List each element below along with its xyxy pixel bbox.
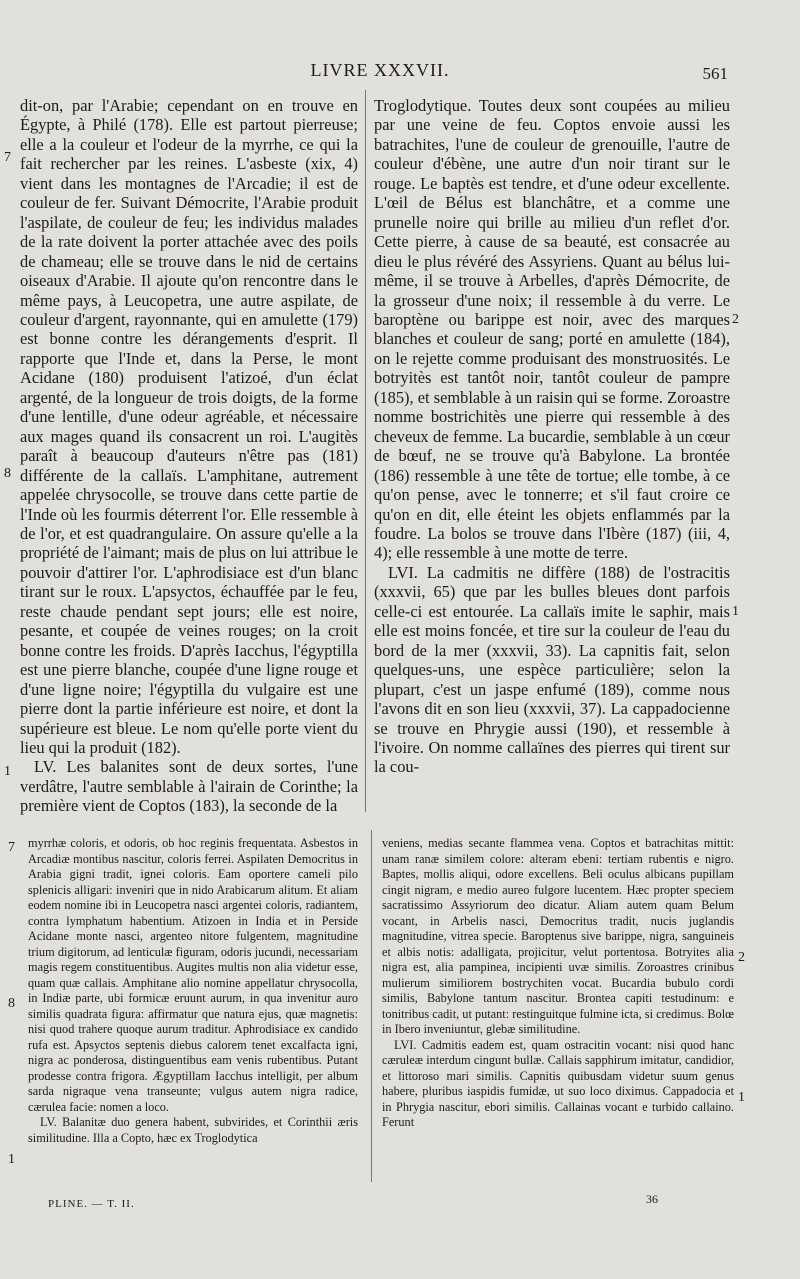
latin-text-left-column: [28, 836, 358, 1146]
footer-signature-number: 36: [646, 1192, 658, 1206]
paragraph: LV. Les balanites sont de deux sortes, l'une verdâtre, l'autre semblable à l'airain de Corinthe; la première vient de Coptos (183), la seconde de la: [20, 757, 358, 816]
margin-section-number: 1: [8, 1152, 15, 1167]
paragraph: LVI. Cadmitis eadem est, quam ostracitin vocant: nisi quod hanc cæruleæ interdum cingunt bullæ. Callais sapphirum imitatur, candidior, et littoroso mari similis. Capnitis quibusdam videtur suum genus habere, pluribus iaspidis fumidæ, ut suo loco diximus. Cappadocia et in Phrygia nascitur, ebori similis. Callainas vocant e turbido callaino. Ferunt: [382, 1037, 734, 1129]
french-text-left-column: [20, 96, 358, 816]
margin-section-number: 2: [738, 950, 745, 965]
margin-section-number: 2: [732, 312, 739, 327]
footer-signature: PLINE. — T. II.: [48, 1198, 135, 1210]
margin-section-number: 8: [8, 996, 15, 1011]
paragraph: myrrhæ coloris, et odoris, ob hoc reginis frequentata. Asbestos in Arcadiæ montibus nascitur, coloris ferrei. Aspilaten Democritus in Arabia gigni tradit, ignei coloris. Eam oportere cameli pilo splenicis alligari: inveniri que in nido Arabicarum alitum. Et aliam eodem nomine ibi in Leucopetra nasci argentei coloris, radiantem, contra lymphatum habentium. Atizoen in India et in Perside Acidane monte nasci, argenteo nitore fulgentem, magnitudine trium digitorum, ad lenticulæ figuram, odoris jucundi, necessariam magis regem constituentibus. Augites multis non alia videtur esse, quam quæ callais. Amphitane alio nomine appellatur chrysocolla, in Indiæ parte, ubi formicæ eruunt aurum, in qua invenitur auro similis quadrata figura: affirmatur que natura ejus, quæ magnetis: nisi quod trahere quoque aurum traditur. Aphrodisiace ex candido rufa est. Apsyctos septenis diebus calorem tenet excalfacta igni, nigra ac ponderosa, distinguentibus eam venis rubentibus. Putant prodesse contra frigora. Ægyptillam Iacchus intelligit, per album sarda nigraque vena transeunte; vulgus autem nigra radice, cærulea facie: nomen a loco.: [28, 836, 358, 1114]
column-divider: [371, 830, 372, 1182]
french-text-right-column: [374, 96, 730, 777]
page-number: 561: [702, 64, 728, 83]
paragraph: dit-on, par l'Arabie; cependant on en trouve en Égypte, à Philé (178). Elle est partout pierreuse; elle a la couleur et l'odeur de la myrrhe, ce qui la fait rechercher par les reines. L'asbeste (xix, 4) vient dans les montagnes de l'Arcadie; il est de couleur de fer. Suivant Démocrite, l'Arabie produit l'aspilate, de couleur de feu; les individus malades de la rate doivent la porter attachée avec des poils de chameau; elle se trouve dans le nid de certains oiseaux d'Arabie. Il ajoute qu'on rencontre dans le même pays, à Leucopetra, une autre aspilate, de couleur d'argent, rayonnante, qui en amulette (179) est bonne contre les dérangements d'esprit. Il rapporte que l'Inde et, dans la Perse, le mont Acidane (180) produisent l'atizoé, d'un éclat argenté, de la longueur de trois doigts, de la forme d'une lentille, d'une odeur agréable, et nécessaire aux mages quand ils consacrent un roi. L'augitès paraît à beaucoup d'auteurs n'être pas (181) différente de la callaïs. L'amphitane, autrement appelée chrysocolle, se trouve dans cette partie de l'Inde où les fourmis déterrent l'or. Elle ressemble à de l'or, et est quadrangulaire. On assure qu'elle a la propriété de l'aimant; mais de plus on lui attribue le pouvoir d'attirer l'or. L'aphrodisiace est d'un blanc tirant sur le roux. L'apsyctos, échauffée par le feu, reste chaude pendant sept jours; elle est noire, pesante, et coupée de veines rouges; on la croit bonne contre les froids. D'après Iacchus, l'égyptilla est une pierre blanche, coupée d'une ligne rouge et d'une ligne noire; l'égyptilla du vulgaire est une pierre dont la partie inférieure est noire, et dont la supérieure est bleue. Le nom qu'elle porte vient du lieu qui la produit (182).: [20, 96, 358, 757]
paragraph: LVI. La cadmitis ne diffère (188) de l'ostracitis (xxxvii, 65) que par les bulles bleues dont parfois celle-ci est entourée. La callaïs imite le saphir, mais elle est moins foncée, et tire sur la couleur de l'eau du bord de la mer (xxxvii, 33). La capnitis fait, selon quelques-uns, une espèce particulière; selon la plupart, c'est un jaspe enfumé (189), comme nous l'avons dit en son lieu (xxxvii, 37). La cappadocienne se trouve en Phrygie aussi (190), et ressemble à l'ivoire. On nomme callaïnes des pierres qui tirent sur la cou-: [374, 562, 730, 777]
margin-section-number: 1: [732, 604, 739, 619]
running-header-title: LIVRE XXXVII.: [310, 60, 450, 80]
paragraph: veniens, medias secante flammea vena. Coptos et batrachitas mittit: unam ranæ similem colore: alteram ebeni: tertiam rubentis e nigro. Baptes, mollis aliqui, odore excellens. Beli oculus albicans pupillam cingit nigram, e medio aureo fulgore lucentem. Hæc propter speciem sacratissimo Assyriorum deo dicatur. Aliam autem quam Belum vocant, in Arbelis nasci, Democritus tradit, nucis juglandis magnitudine, vitrea specie. Baroptenus sive barippe, nigra, sanguineis et albis notis: adalligata, projicitur, velut portentosa. Botryites alia nigra est, alia pampinea, incipienti uvæ similis. Zoroastres crinibus mulierum similiorem bostrychiten vocat. Bucardia bubulo cordi similis, Babylone tantum nascitur. Brontea capiti testudinum: e tonitribus cadit, ut putant: restinguitque fulmine icta, si credimus. Bolœ in Ibero inveniuntur, glebæ similitudine.: [382, 836, 734, 1036]
margin-section-number: 7: [4, 150, 11, 165]
paragraph: LV. Balanitæ duo genera habent, subvirides, et Corinthii æris similitudine. Illa a Copto, hæc ex Troglodytica: [28, 1115, 358, 1145]
margin-section-number: 1: [738, 1090, 745, 1105]
paragraph: Troglodytique. Toutes deux sont coupées au milieu par une veine de feu. Coptos envoie aussi les batrachites, l'une de couleur de grenouille, l'autre de couleur d'ébène, une autre d'un noir tirant sur le rouge. Le baptès est tendre, et d'une odeur excellente. L'œil de Bélus est blanchâtre, et a comme une prunelle noire qui brille au milieu d'un reflet d'or. Cette pierre, à cause de sa beauté, est consacrée au dieu le plus révéré des Assyriens. Quant au bélus lui-même, il se trouve à Arbelles, d'après Démocrite, de la grosseur d'une noix; il ressemble à du verre. Le baroptène ou barippe est noir, avec des marques blanches et couleur de sang; porté en amulette (184), on le rejette comme produisant des monstruosités. Le botryitès est tantôt noir, tantôt couleur de pampre (185), et semblable à un raisin qui se forme. Zoroastre nomme bostrichitès une pierre qui ressemble à des cheveux de femme. La bucardie, semblable à un cœur de bœuf, ne se trouve qu'à Babylone. La brontée (186) ressemble à une tête de tortue; elle tombe, à ce qu'on pense, avec le tonnerre; et s'il faut croire ce qu'on en dit, elle éteint les objets enflammés par la foudre. La bolos se trouve dans l'Ibère (187) (iii, 4, 4); elle ressemble à une motte de terre.: [374, 96, 730, 563]
latin-text-right-column: [382, 836, 734, 1131]
column-divider: [365, 90, 366, 812]
margin-section-number: 8: [4, 466, 11, 481]
margin-section-number: 1: [4, 764, 11, 779]
margin-section-number: 7: [8, 840, 15, 855]
